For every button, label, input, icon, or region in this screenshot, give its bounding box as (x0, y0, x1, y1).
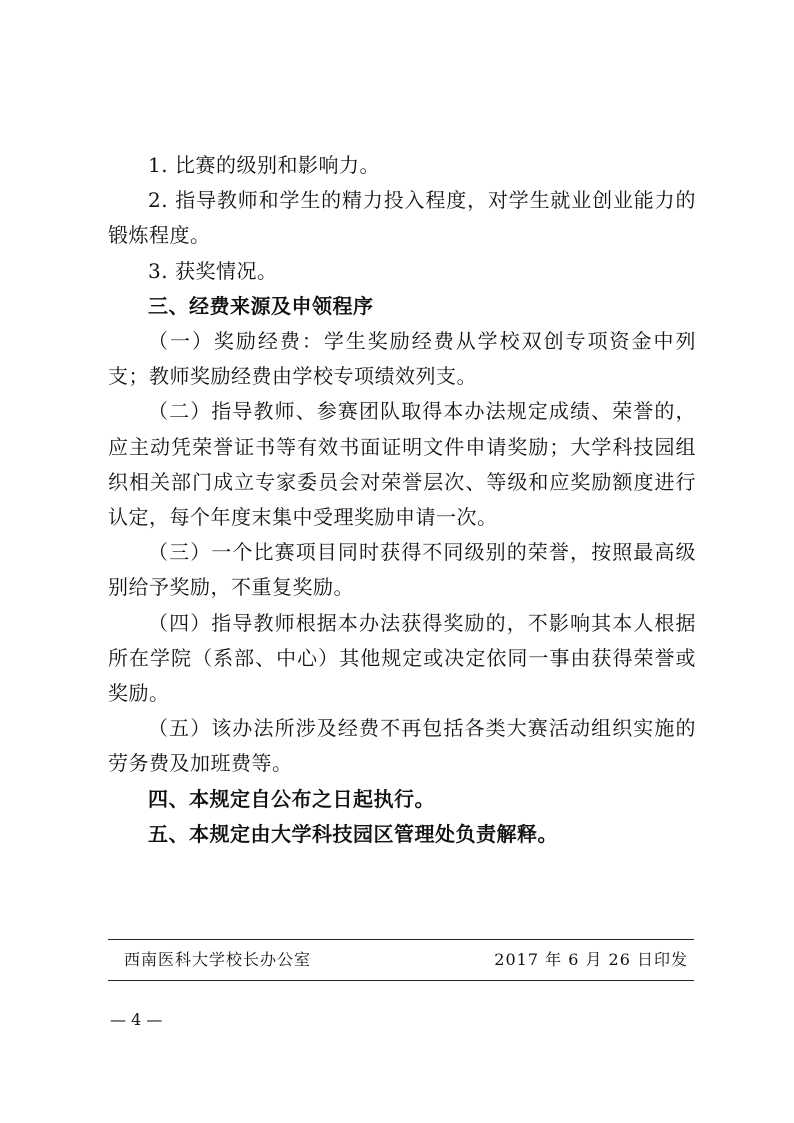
footer-top-rule (108, 939, 694, 940)
section-heading-interpretation: 五、本规定由大学科技园区管理处负责解释。 (148, 821, 558, 846)
funding-item-2: （二）指导教师、参赛团队取得本办法规定成绩、荣誉的，应主动凭荣誉证书等有效书面证明文件申请奖励；大学科技园组织相关部门成立专家委员会对荣誉层次、等级和应奖励额度进行认定，每个年度末集中受理奖励申请一次。 (108, 399, 696, 530)
criterion-awards: 3. 获奖情况。 (148, 258, 278, 283)
section-heading-funding: 三、经费来源及申领程序 (148, 293, 374, 318)
funding-item-4: （四）指导教师根据本办法获得奖励的，不影响其本人根据所在学院（系部、中心）其他规定或决定依同一事由获得荣誉或奖励。 (108, 610, 696, 706)
criterion-level-influence: 1. 比赛的级别和影响力。 (148, 153, 380, 177)
funding-item-3: （三）一个比赛项目同时获得不同级别的荣誉，按照最高级别给予奖励，不重复奖励。 (108, 540, 696, 600)
section-heading-effective: 四、本规定自公布之日起执行。 (148, 786, 435, 811)
footer-bottom-rule (108, 980, 694, 981)
footer-issuer: 西南医科大学校长办公室 (124, 950, 312, 969)
criterion-effort-input: 2. 指导教师和学生的精力投入程度，对学生就业创业能力的锻炼程度。 (108, 188, 696, 248)
footer-issue-date: 2017 年 6 月 26 日印发 (494, 950, 688, 969)
funding-item-5: （五）该办法所涉及经费不再包括各类大赛活动组织实施的劳务费及加班费等。 (108, 716, 696, 776)
funding-item-1: （一）奖励经费：学生奖励经费从学校双创专项资金中列支；教师奖励经费由学校专项绩效列支。 (108, 329, 696, 389)
page-number: — 4 — (110, 1010, 163, 1029)
document-body (108, 148, 696, 852)
